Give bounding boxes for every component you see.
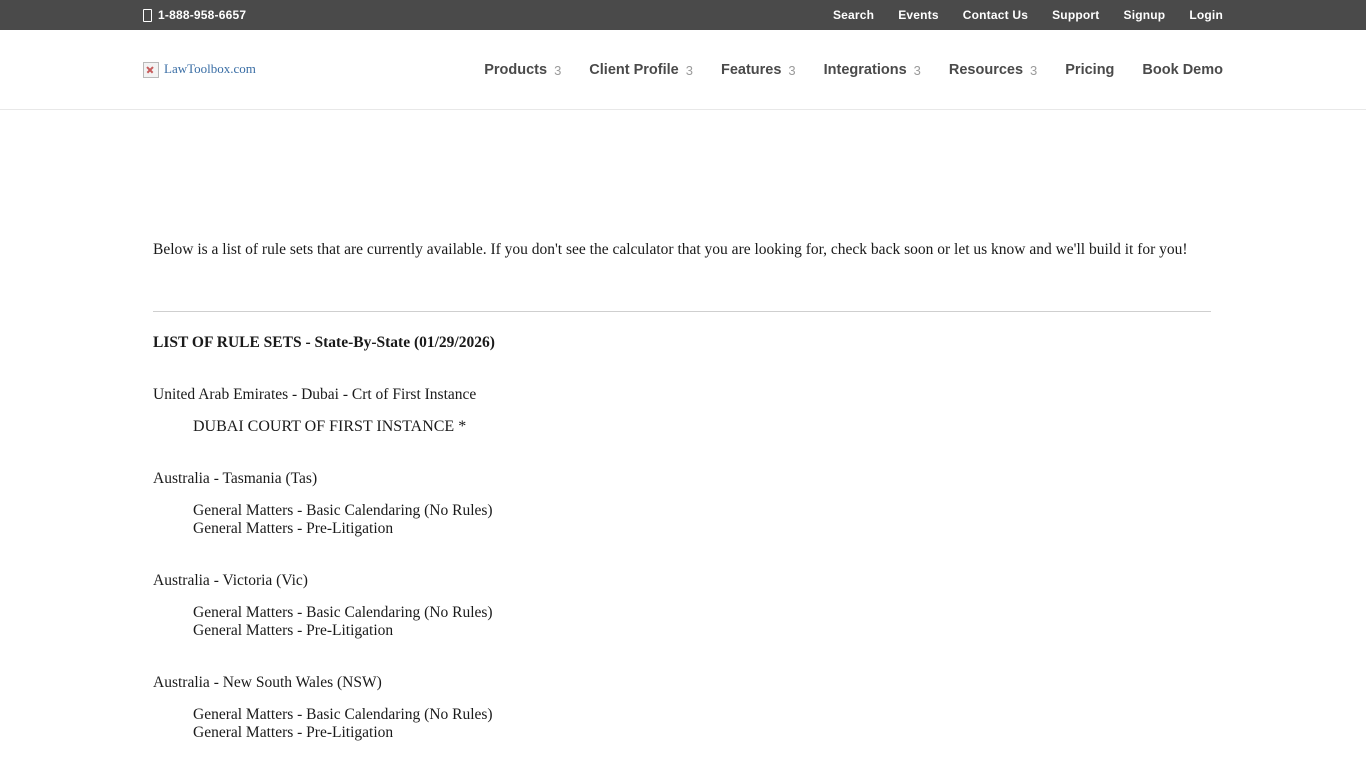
- intro-paragraph: Below is a list of rule sets that are currently available. If you don't see the calculator that you are looking for, check back soon or let us know and we'll build it for you!: [153, 241, 1188, 258]
- page-title-strong: LIST OF RULE SETS: [153, 334, 302, 352]
- nav-item-products[interactable]: [484, 62, 561, 78]
- nav-item-resources-label: Resources: [948, 61, 1024, 78]
- utility-link-support[interactable]: Support: [1052, 8, 1100, 22]
- phone-number-label: 1-888-958-6657: [158, 8, 247, 22]
- rule-set-group: [153, 572, 1213, 640]
- nav-item-integrations[interactable]: [824, 62, 921, 78]
- page-title: [153, 334, 1213, 352]
- chevron-down-icon: 3: [913, 63, 921, 78]
- phone-number[interactable]: [143, 8, 246, 22]
- list-item[interactable]: General Matters - Basic Calendaring (No Rules): [193, 604, 493, 622]
- list-item[interactable]: General Matters - Pre-Litigation: [193, 724, 394, 742]
- chevron-down-icon: 3: [788, 63, 796, 78]
- nav-item-integrations-label: Integrations: [823, 61, 907, 78]
- rule-set-group: [153, 674, 1213, 742]
- rule-set-list: [153, 706, 1213, 742]
- nav-item-pricing-label: Pricing: [1065, 61, 1115, 78]
- list-item[interactable]: General Matters - Pre-Litigation: [193, 622, 394, 640]
- nav-item-pricing[interactable]: [1065, 62, 1114, 78]
- main-navigation: [484, 62, 1223, 78]
- nav-item-client-profile-label: Client Profile: [589, 61, 679, 78]
- list-item[interactable]: General Matters - Basic Calendaring (No Rules): [193, 706, 493, 724]
- chevron-down-icon: 3: [1030, 63, 1038, 78]
- utility-link-contact-us[interactable]: Contact Us: [962, 8, 1029, 22]
- rule-set-group-heading: Australia - New South Wales (NSW): [153, 674, 382, 692]
- nav-item-features[interactable]: [721, 62, 796, 78]
- nav-item-client-profile[interactable]: [589, 62, 693, 78]
- rule-set-group: [153, 470, 1213, 538]
- nav-item-book-demo[interactable]: [1142, 62, 1223, 78]
- rule-set-list: [153, 502, 1213, 538]
- site-logo[interactable]: [143, 61, 256, 78]
- page-title-date: - State-By-State (01/29/2026): [301, 334, 495, 352]
- utility-link-signup[interactable]: Signup: [1123, 8, 1166, 22]
- section-divider: [153, 311, 1211, 312]
- utility-link-login[interactable]: Login: [1189, 8, 1223, 22]
- rule-set-group: [153, 386, 1213, 436]
- list-item[interactable]: General Matters - Pre-Litigation: [193, 520, 394, 538]
- rule-set-group-heading: United Arab Emirates - Dubai - Crt of First Instance: [153, 386, 477, 404]
- list-item[interactable]: General Matters - Basic Calendaring (No Rules): [193, 502, 493, 520]
- utility-links: [833, 8, 1223, 22]
- list-item[interactable]: DUBAI COURT OF FIRST INSTANCE *: [193, 418, 467, 436]
- utility-bar: [0, 0, 1366, 30]
- utility-link-events[interactable]: Events: [898, 8, 939, 22]
- nav-item-features-label: Features: [720, 61, 782, 78]
- nav-item-products-label: Products: [484, 61, 548, 78]
- site-header: [0, 30, 1366, 110]
- nav-item-resources[interactable]: [949, 62, 1037, 78]
- phone-icon: [143, 9, 152, 22]
- chevron-down-icon: 3: [554, 63, 562, 78]
- broken-image-icon: [143, 62, 159, 78]
- rule-set-group-heading: Australia - Tasmania (Tas): [153, 470, 318, 488]
- page-content: [0, 240, 1366, 742]
- chevron-down-icon: 3: [685, 63, 693, 78]
- nav-item-book-demo-label: Book Demo: [1142, 61, 1223, 78]
- rule-set-list: [153, 604, 1213, 640]
- rule-set-group-heading: Australia - Victoria (Vic): [153, 572, 308, 590]
- site-logo-alt-text: LawToolbox.com: [164, 61, 256, 76]
- utility-link-search[interactable]: Search: [832, 8, 875, 22]
- rule-set-list: [153, 418, 1213, 436]
